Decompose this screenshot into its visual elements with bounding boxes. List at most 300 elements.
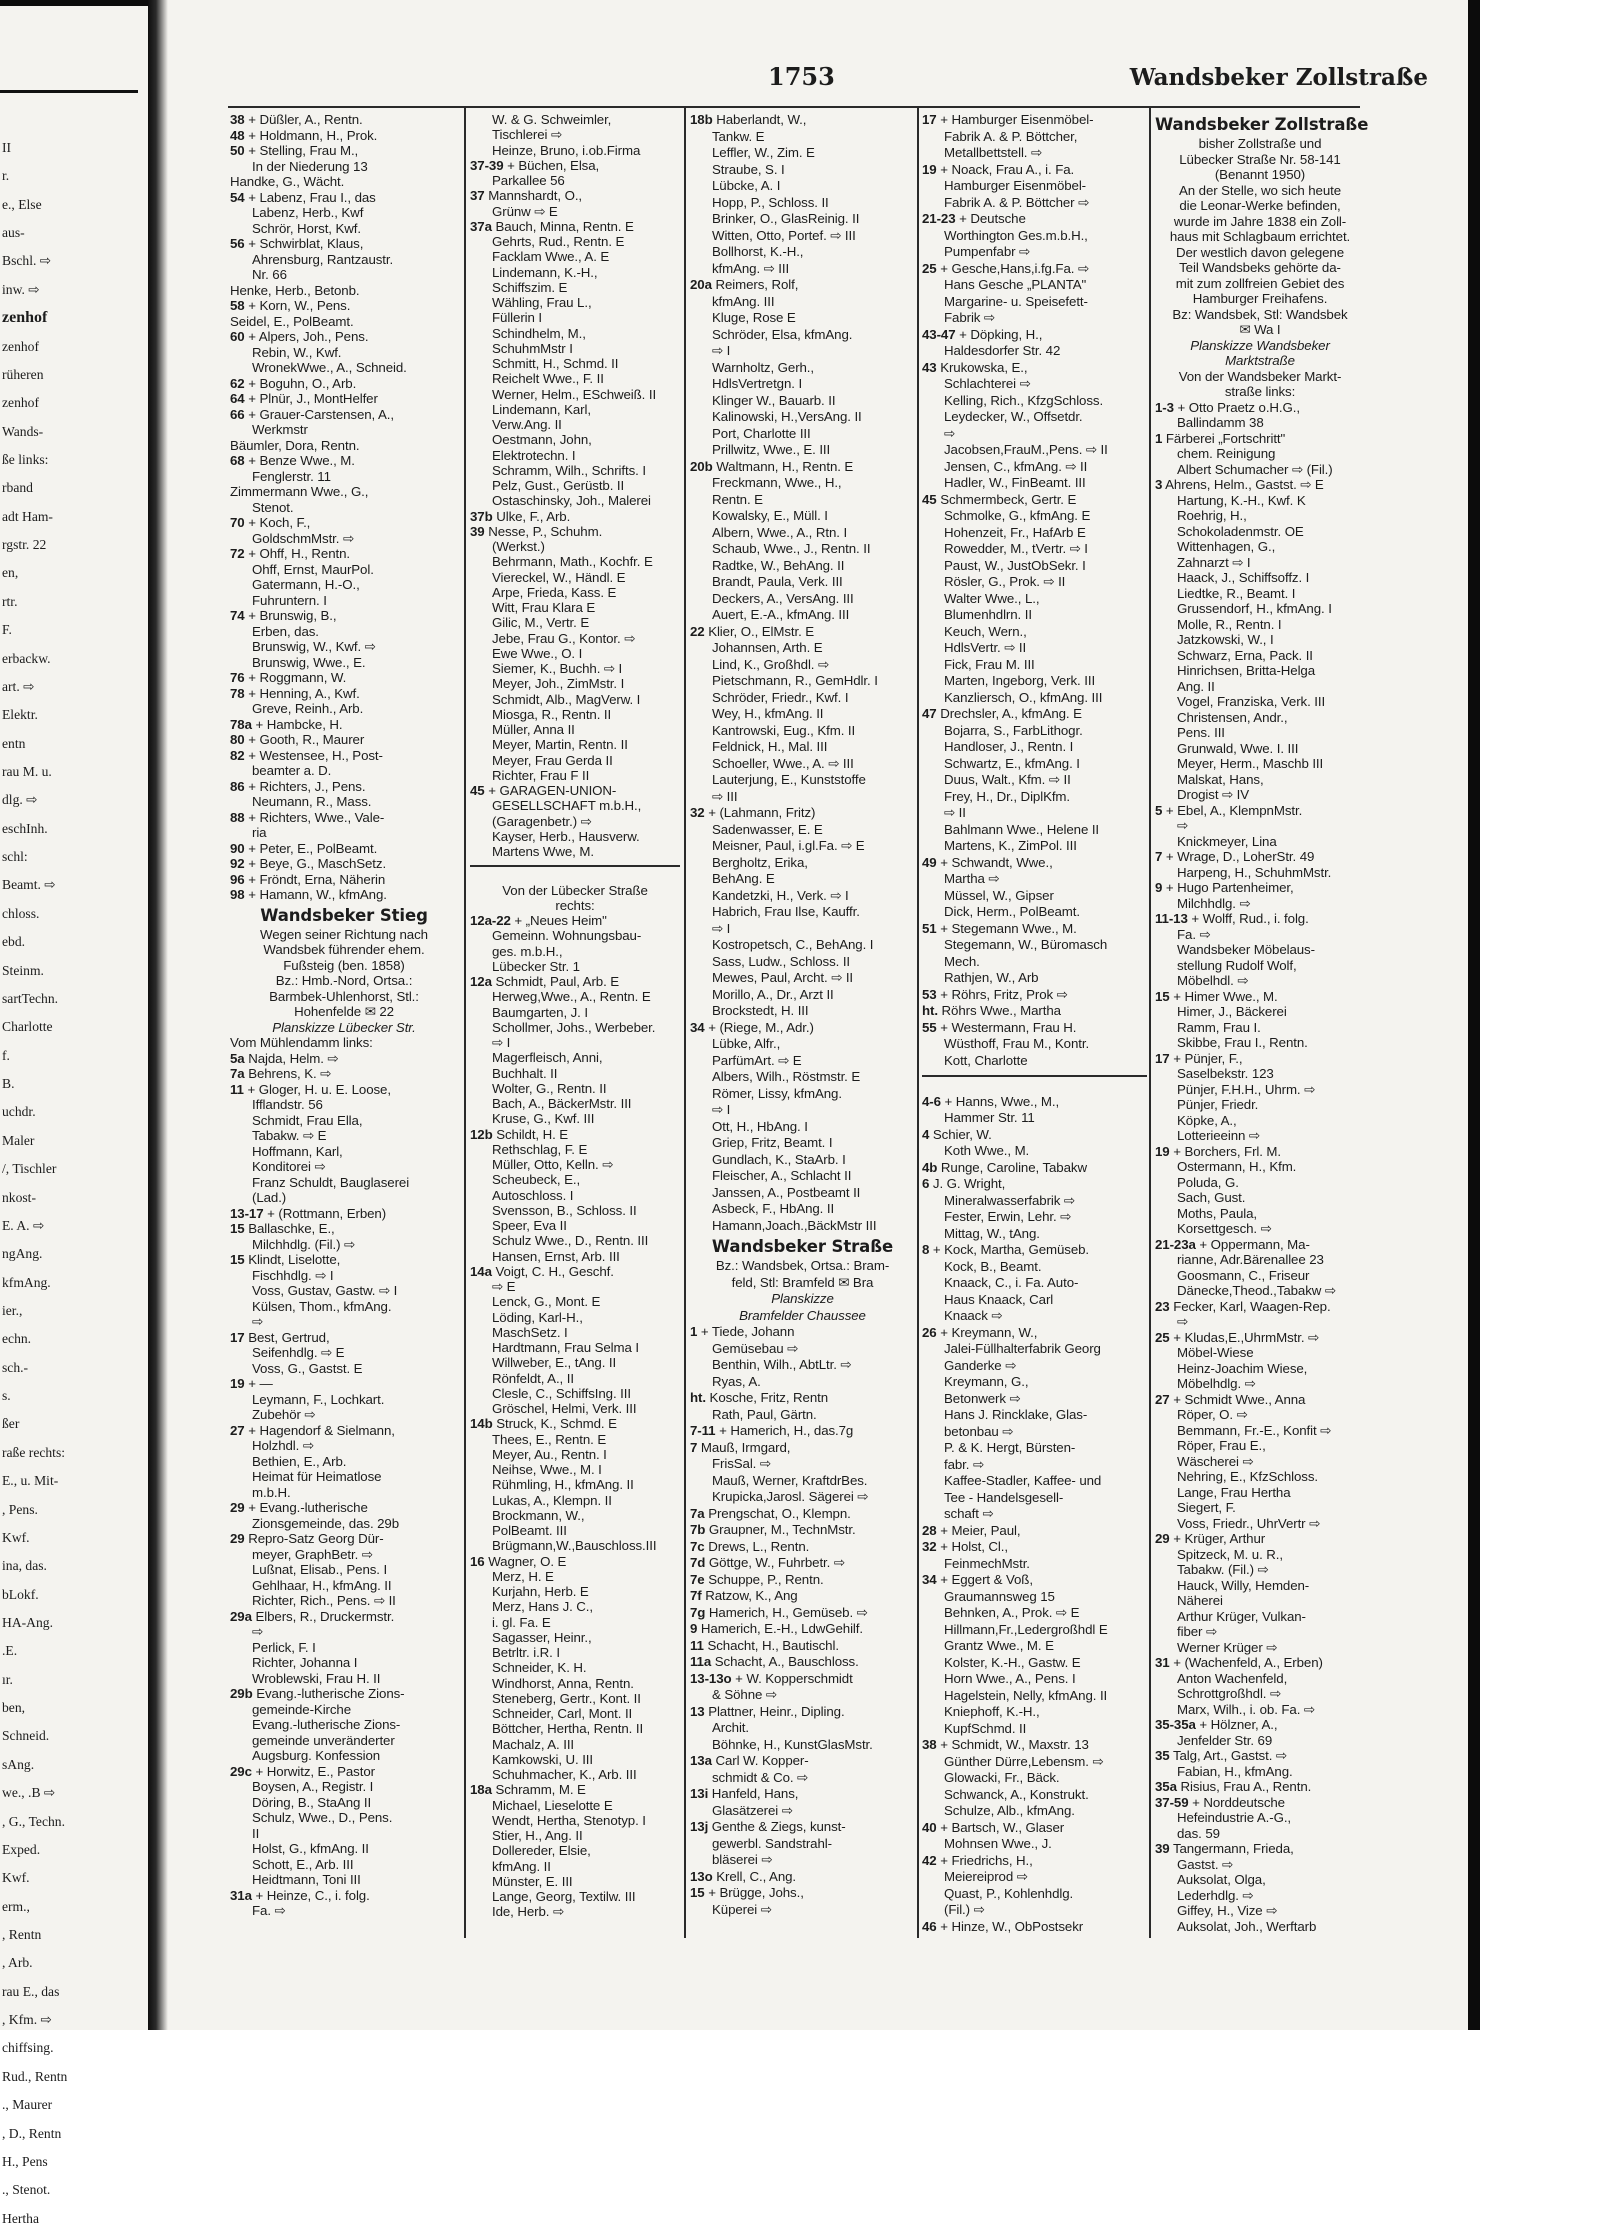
- entry-continuation: Schramm, Wilh., Schrifts. I: [492, 462, 646, 478]
- entry-continuation: Bojarra, S., FarbLithogr.: [944, 722, 1083, 738]
- left-fragment-line: E. A. ⇨: [2, 1217, 45, 1233]
- entry-continuation: Mech.: [944, 953, 980, 969]
- directory-entry: 14b Struck, K., Schmd. E: [470, 1416, 617, 1432]
- entry-continuation: Dollereder, Elsie,: [492, 1843, 591, 1859]
- entry-continuation: Wey, H., kfmAng. II: [712, 706, 824, 721]
- entry-continuation: ⇨: [944, 425, 956, 441]
- entry-continuation: ParfümArt. ⇨ E: [712, 1052, 802, 1068]
- entry-continuation: Walter Wwe., L.,: [944, 590, 1040, 606]
- left-fragment-line: rau E., das: [2, 1983, 60, 1999]
- left-fragment-line: aus-: [2, 225, 25, 241]
- directory-entry: 7e Schuppe, P., Rentn.: [690, 1571, 824, 1587]
- entry-continuation: Marx, Wilh., i. ob. Fa. ⇨: [1177, 1701, 1315, 1717]
- entry-continuation: Nehring, E., KfzSchloss.: [1177, 1469, 1318, 1484]
- directory-entry: 20b Waltmann, H., Rentn. E: [690, 458, 854, 474]
- entry-continuation: Herweg,Wwe., A., Rentn. E: [492, 989, 651, 1005]
- entry-continuation: Moths, Paula,: [1177, 1205, 1258, 1221]
- entry-continuation: Rösler, G., Prok. ⇨ II: [944, 574, 1066, 589]
- entry-continuation: Lübke, Alfr.,: [712, 1036, 781, 1051]
- entry-continuation: ⇨ III: [712, 788, 738, 804]
- entry-continuation: Richter, Johanna I: [252, 1655, 358, 1670]
- page-header: [168, 58, 1428, 102]
- entry-continuation: Parkallee 56: [492, 173, 565, 188]
- left-fragment-line: entn: [2, 735, 26, 751]
- entry-continuation: Haldesdorfer Str. 42: [944, 343, 1061, 358]
- entry-continuation: Heidtmann, Toni III: [252, 1872, 361, 1887]
- entry-continuation: kfmAng. III: [712, 293, 775, 309]
- directory-entry: 58 + Korn, W., Pens.: [230, 298, 351, 313]
- directory-entry: 23 Fecker, Karl, Waagen-Rep.: [1155, 1298, 1331, 1314]
- entry-continuation: Feldnick, H., Mal. III: [712, 739, 828, 754]
- entry-continuation: Schaub, Wwe., J., Rentn. II: [712, 541, 871, 556]
- street-note: ✉ Wa I: [1239, 322, 1281, 337]
- directory-entry: 16 Wagner, O. E: [470, 1553, 567, 1569]
- entry-continuation: Stegemann, W., Büromasch: [944, 937, 1108, 952]
- directory-entry: 27 + Hagendorf & Sielmann,: [230, 1422, 395, 1438]
- entry-continuation: Michael, Lieselotte E: [492, 1797, 613, 1813]
- entry-continuation: Meyer, Herm., Maschb III: [1177, 756, 1324, 771]
- left-fragment-line: rüheren: [2, 366, 44, 382]
- entry-continuation: Lindemann, Karl,: [492, 401, 591, 417]
- left-fragment-line: , G., Techn.: [2, 1813, 65, 1829]
- entry-continuation: Sagasser, Heinr.,: [492, 1629, 592, 1645]
- left-fragment-line: zenhof: [2, 338, 39, 354]
- entry-continuation: KupfSchmd. II: [944, 1720, 1027, 1736]
- entry-continuation: Wüsthoff, Frau M., Kontr.: [944, 1036, 1090, 1051]
- entry-continuation: Röper, Frau E.,: [1177, 1438, 1266, 1453]
- directory-entry: Henke, Herb., Betonb.: [230, 282, 360, 298]
- entry-continuation: Arpe, Frieda, Kass. E: [492, 584, 617, 600]
- left-fragment-line: en,: [2, 565, 19, 581]
- directory-entry: 38 + Düßler, A., Rentn.: [230, 112, 363, 127]
- street-note: Hohenfelde ✉ 22: [294, 1004, 394, 1019]
- entry-continuation: Tischlerei ⇨: [492, 127, 563, 143]
- directory-entry: 34 + Eggert & Voß,: [922, 1572, 1033, 1587]
- left-fragment-line: Bschl. ⇨: [2, 253, 52, 269]
- entry-continuation: m.b.H.: [252, 1484, 291, 1500]
- entry-continuation: Reichelt Wwe., F. II: [492, 371, 604, 387]
- entry-continuation: Böttcher, Hertha, Rentn. II: [492, 1721, 644, 1737]
- entry-continuation: Merz, H. E: [492, 1568, 554, 1584]
- directory-entry: 29 Repro-Satz Georg Dür-: [230, 1531, 384, 1546]
- left-fragment-line: art. ⇨: [2, 678, 35, 694]
- entry-continuation: Molle, R., Rentn. I: [1177, 616, 1282, 632]
- entry-continuation: Möbelhdlg. ⇨: [1177, 1376, 1256, 1391]
- entry-continuation: Anton Wachenfeld,: [1177, 1670, 1288, 1686]
- entry-continuation: Heinze, Bruno, i.ob.Firma: [492, 142, 641, 158]
- directory-entry: 32 + Holst, Cl.,: [922, 1539, 1008, 1554]
- entry-continuation: ⇨ I: [712, 1102, 731, 1117]
- entry-continuation: II: [252, 1825, 260, 1841]
- left-fragment-line: ., Stenot.: [2, 2182, 51, 2198]
- entry-continuation: Siegert, F.: [1177, 1500, 1236, 1515]
- directory-entry: 29a Elbers, R., Druckermstr.: [230, 1608, 395, 1624]
- entry-continuation: Drogist ⇨ IV: [1177, 787, 1250, 802]
- directory-entry: 11 Schacht, H., Bautischl.: [690, 1637, 839, 1653]
- directory-entry: 18b Haberlandt, W.,: [690, 112, 807, 127]
- entry-continuation: Wroblewski, Frau H. II: [252, 1670, 381, 1686]
- entry-continuation: Roehrig, H.,: [1177, 508, 1247, 523]
- entry-continuation: Kantrowski, Eug., Kfm. II: [712, 722, 856, 738]
- entry-continuation: Facklam Wwe., A. E: [492, 249, 610, 265]
- street-note: Fußsteig (ben. 1858): [283, 957, 405, 973]
- entry-continuation: Fabrik A. & P. Böttcher ⇨: [944, 194, 1090, 210]
- entry-continuation: BehAng. E: [712, 871, 775, 886]
- entry-continuation: Margarine- u. Speisefett-: [944, 293, 1088, 309]
- entry-continuation: Frey, H., Dr., DiplKfm.: [944, 788, 1071, 804]
- entry-continuation: Duus, Walt., Kfm. ⇨ II: [944, 772, 1071, 787]
- directory-entry: 3 Ahrens, Helm., Gastst. ⇨ E: [1155, 477, 1324, 492]
- entry-continuation: Fabrik ⇨: [944, 310, 995, 325]
- left-fragment-line: erbackw.: [2, 650, 51, 666]
- entry-continuation: Döring, B., StaAng II: [252, 1794, 372, 1810]
- entry-continuation: Pünjer, Friedr.: [1177, 1097, 1259, 1112]
- entry-continuation: Füllerin I: [492, 310, 542, 326]
- entry-continuation: Verw.Ang. II: [492, 417, 562, 432]
- entry-continuation: Behrmann, Math., Kochfr. E: [492, 554, 653, 570]
- entry-continuation: Gundlach, K., StaArb. I: [712, 1151, 846, 1167]
- entry-continuation: Ahrensburg, Rantzaustr.: [252, 251, 394, 267]
- entry-continuation: Jatzkowski, W., I: [1177, 632, 1274, 647]
- entry-continuation: Leydecker, W., Offsetdr.: [944, 409, 1083, 424]
- directory-entry: 32 + (Lahmann, Fritz): [690, 805, 816, 820]
- entry-continuation: Schmidt, Alb., MagVerw. I: [492, 691, 641, 707]
- left-fragment-line: , D., Rentn: [2, 2125, 62, 2141]
- entry-continuation: Meyer, Au., Rentn. I: [492, 1446, 607, 1462]
- entry-continuation: Rowedder, M., tVertr. ⇨ I: [944, 541, 1088, 556]
- entry-continuation: Haus Knaack, Carl: [944, 1291, 1054, 1307]
- left-fragment-line: s.: [2, 1388, 11, 1404]
- entry-continuation: Schwanck, A., Konstrukt.: [944, 1786, 1089, 1802]
- entry-continuation: Jebe, Frau G., Kontor. ⇨: [492, 630, 636, 646]
- directory-entry: 37b Ulke, F., Arb.: [470, 508, 571, 524]
- book-gutter: [148, 0, 168, 2030]
- entry-continuation: Franz Schuldt, Bauglaserei: [252, 1174, 410, 1190]
- left-fragment-line: dlg. ⇨: [2, 792, 38, 808]
- left-fragment-line: B.: [2, 1076, 15, 1092]
- street-note: straße links:: [1224, 384, 1296, 399]
- entry-continuation: Koth Wwe., M.: [944, 1143, 1030, 1158]
- left-fragment-line: rgstr. 22: [2, 537, 47, 553]
- entry-continuation: Klinger W., Bauarb. II: [712, 392, 836, 408]
- entry-continuation: Port, Charlotte III: [712, 425, 811, 441]
- street-note: wurde im Jahre 1838 ein Zoll-: [1173, 213, 1347, 229]
- scan-edge-top: [0, 0, 168, 6]
- entry-continuation: Brunswig, Wwe., E.: [252, 654, 366, 670]
- left-fragment-line: Schneid.: [2, 1728, 50, 1744]
- directory-entry: 31 + (Wachenfeld, A., Erben): [1155, 1655, 1323, 1670]
- entry-continuation: Windhorst, Anna, Rentn.: [492, 1675, 634, 1691]
- entry-continuation: Fa. ⇨: [252, 1903, 286, 1918]
- left-page-rule: [0, 90, 138, 93]
- entry-continuation: Nr. 66: [252, 267, 287, 282]
- entry-continuation: Machalz, A. III: [492, 1736, 575, 1752]
- directory-entry: 26 + Kreymann, W.,: [922, 1324, 1038, 1340]
- directory-entry: Vom Mühlendamm links:: [230, 1035, 373, 1050]
- left-fragment-line: sartTechn.: [2, 990, 59, 1006]
- entry-continuation: Konditorei ⇨: [252, 1159, 326, 1174]
- directory-entry: 21-23a + Oppermann, Ma-: [1155, 1236, 1310, 1252]
- entry-continuation: Hauck, Willy, Hemden-: [1177, 1577, 1310, 1593]
- entry-continuation: Gehrts, Rud., Rentn. E: [492, 234, 625, 249]
- entry-continuation: Lange, Frau Hertha: [1177, 1484, 1291, 1500]
- entry-continuation: Kolster, K.-H., Gastw. E: [944, 1654, 1081, 1670]
- entry-continuation: Fleischer, A., Schlacht II: [712, 1168, 852, 1183]
- left-fragment-line: ina, das.: [2, 1558, 47, 1574]
- entry-continuation: Betrltr. i.R. I: [492, 1645, 560, 1660]
- left-fragment-line: ır.: [2, 1671, 13, 1687]
- entry-continuation: Kelling, Rich., KfzgSchloss.: [944, 392, 1104, 408]
- entry-continuation: Kalinowski, H.,VersAng. II: [712, 409, 862, 424]
- directory-entry: 9 Hamerich, E.-H., LdwGehilf.: [690, 1621, 863, 1636]
- directory-entry: 37-59 + Norddeutsche: [1155, 1794, 1285, 1810]
- entry-continuation: Schmolke, G., kfmAng. E: [944, 508, 1091, 523]
- entry-continuation: das. 59: [1177, 1825, 1220, 1841]
- left-fragment-line: echn.: [2, 1331, 32, 1347]
- directory-entry: 7 + Wrage, D., LoherStr. 49: [1155, 849, 1315, 864]
- directory-entry: Handke, G., Wächt.: [230, 174, 345, 189]
- entry-continuation: Zubehör ⇨: [252, 1407, 316, 1422]
- street-note: (Benannt 1950): [1214, 167, 1306, 182]
- directory-entry: 90 + Peter, E., PolBeamt.: [230, 840, 378, 856]
- entry-continuation: Korsettgesch. ⇨: [1177, 1221, 1272, 1236]
- directory-entry: 46 + Hinze, W., ObPostsekr: [922, 1918, 1084, 1934]
- directory-entry: 42 + Friedrichs, H.,: [922, 1852, 1033, 1868]
- directory-entry: 18a Schramm, M. E: [470, 1782, 586, 1798]
- left-fragment-line: Elektr.: [2, 707, 38, 723]
- directory-entry: 47 Drechsler, A., kfmAng. E: [922, 706, 1082, 721]
- entry-continuation: Grussendorf, H., kfmAng. I: [1177, 601, 1332, 616]
- entry-continuation: PolBeamt. III: [492, 1523, 567, 1538]
- entry-continuation: Greve, Reinh., Arb.: [252, 701, 364, 716]
- entry-continuation: Mohnsen Wwe., J.: [944, 1836, 1052, 1851]
- entry-continuation: Haack, J., Schiffsoffz. I: [1177, 570, 1310, 585]
- entry-continuation: Gemüsebau ⇨: [712, 1340, 799, 1356]
- entry-continuation: Gröschel, Helmi, Verk. III: [492, 1401, 637, 1416]
- entry-continuation: Lindemann, K.-H.,: [492, 264, 598, 280]
- street-note: mit zum zollfreien Gebiet des: [1175, 275, 1345, 291]
- left-fragment-line: sch.-: [2, 1359, 29, 1375]
- entry-continuation: Prillwitz, Wwe., E. III: [712, 442, 831, 457]
- left-fragment-line: Kwf.: [2, 1870, 30, 1886]
- entry-continuation: Meiereiprod ⇨: [944, 1869, 1028, 1884]
- entry-continuation: i. gl. Fa. E: [492, 1614, 551, 1630]
- entry-continuation: kfmAng. II: [492, 1858, 551, 1874]
- left-fragment-line: , Rentn: [2, 1926, 42, 1942]
- directory-entry: 37-39 + Büchen, Elsa,: [470, 157, 600, 173]
- running-head: Wandsbeker Zollstraße: [1129, 64, 1428, 91]
- entry-continuation: Elektrotechn. I: [492, 447, 576, 463]
- entry-continuation: Voss, Friedr., UhrVertr ⇨: [1177, 1515, 1321, 1531]
- entry-continuation: Kandetzki, H., Verk. ⇨ I: [712, 887, 849, 903]
- left-fragment-line: ngAng.: [2, 1246, 43, 1262]
- entry-continuation: Rathjen, W., Arb: [944, 970, 1039, 985]
- entry-continuation: Lind, K., Großhdl. ⇨: [712, 656, 830, 672]
- directory-entry: 34 + (Riege, M., Adr.): [690, 1019, 814, 1035]
- entry-continuation: gemeinde-Kirche: [252, 1701, 352, 1717]
- entry-continuation: Kreymann, G.,: [944, 1374, 1029, 1389]
- entry-continuation: Liedtke, R., Beamt. I: [1177, 585, 1296, 601]
- entry-continuation: Poluda, G.: [1177, 1174, 1239, 1190]
- left-fragment-line: ße links:: [2, 452, 49, 467]
- column-divider-2: [684, 108, 686, 1938]
- street-note: Teil Wandsbeks gehörte da-: [1179, 260, 1341, 275]
- entry-continuation: Seifenhdlg. ⇨ E: [252, 1345, 345, 1360]
- entry-continuation: Hamann,Joach.,BäckMstr III: [712, 1217, 877, 1233]
- entry-continuation: Boysen, A., Registr. I: [252, 1779, 374, 1794]
- entry-continuation: Richter, Rich., Pens. ⇨ II: [252, 1593, 396, 1608]
- entry-continuation: Hohenzeit, Fr., HafArb E: [944, 524, 1086, 540]
- directory-entry: 62 + Boguhn, O., Arb.: [230, 375, 357, 391]
- entry-continuation: Fabian, H., kfmAng.: [1177, 1763, 1293, 1779]
- entry-continuation: Ide, Herb. ⇨: [492, 1904, 565, 1920]
- left-fragment-line: Kwf.: [2, 1529, 30, 1545]
- entry-continuation: Zahnarzt ⇨ I: [1177, 554, 1251, 570]
- entry-continuation: Fick, Frau M. III: [944, 656, 1035, 672]
- entry-continuation: Bollhorst, K.-H.,: [712, 244, 804, 259]
- street-note: die Leonar-Werke befinden,: [1179, 198, 1341, 213]
- entry-continuation: Schulz Wwe., D., Rentn. III: [492, 1233, 649, 1249]
- directory-entry: 12a-22 + „Neues Heim": [470, 913, 607, 928]
- entry-continuation: Erben, das.: [252, 623, 319, 639]
- street-note: An der Stelle, wo sich heute: [1178, 182, 1342, 198]
- directory-column-4: [922, 112, 1147, 1942]
- entry-continuation: stellung Rudolf Wolf,: [1177, 957, 1297, 973]
- left-fragment-line: schl:: [2, 849, 28, 865]
- directory-entry: 1-3 + Otto Praetz o.H.G.,: [1155, 399, 1300, 415]
- directory-entry: 43 Krukowska, E.,: [922, 359, 1028, 375]
- entry-continuation: Grantz Wwe., M. E: [944, 1638, 1054, 1653]
- entry-continuation: Näherei: [1177, 1593, 1223, 1608]
- entry-continuation: Spitzeck, M. u. R.,: [1177, 1546, 1283, 1562]
- entry-continuation: Lauterjung, E., Kunststoffe: [712, 772, 866, 787]
- directory-entry: 29b Evang.-lutherische Zions-: [230, 1686, 405, 1701]
- entry-continuation: Stier, H., Ang. II: [492, 1828, 583, 1843]
- entry-continuation: Perlick, F. I: [252, 1639, 316, 1655]
- left-fragment-line: erm.,: [2, 1898, 30, 1914]
- entry-continuation: Schulze, Alb., kfmAng.: [944, 1803, 1075, 1818]
- entry-continuation: Sass, Ludw., Schloss. II: [712, 953, 851, 969]
- entry-continuation: Gehlhaar, H., kfmAng. II: [252, 1577, 392, 1593]
- left-fragment-line: H., Pens: [2, 2153, 48, 2169]
- entry-continuation: Münster, E. III: [492, 1873, 573, 1889]
- entry-continuation: ⇨: [1177, 1314, 1189, 1329]
- left-fragment-line: eschInh.: [2, 820, 48, 836]
- entry-continuation: Bach, A., BäckerMstr. III: [492, 1096, 632, 1111]
- entry-continuation: P. & K. Hergt, Bürsten-: [944, 1440, 1076, 1455]
- street-note: Bz: Wandsbek, Stl: Wandsbek: [1172, 306, 1348, 322]
- directory-entry: 37 Mannshardt, O.,: [470, 188, 583, 204]
- entry-continuation: Auksolat, Olga,: [1177, 1872, 1266, 1887]
- entry-continuation: Holzhdl. ⇨: [252, 1438, 314, 1453]
- entry-continuation: Krupicka,Jarosl. Sägerei ⇨: [712, 1489, 869, 1504]
- entry-continuation: Wäscherei ⇨: [1177, 1453, 1254, 1469]
- entry-continuation: Kniephoff, K.-H.,: [944, 1704, 1040, 1719]
- street-note: Wegen seiner Richtung nach: [260, 926, 428, 942]
- entry-continuation: Labenz, Herb., Kwf: [252, 205, 364, 220]
- entry-continuation: Schiffszim. E: [492, 279, 568, 295]
- left-fragment-line: uchdr.: [2, 1104, 36, 1120]
- left-fragment-line: F.: [2, 622, 12, 638]
- street-note: Lübecker Straße Nr. 58-141: [1179, 151, 1341, 167]
- entry-continuation: Ifflandstr. 56: [252, 1097, 323, 1112]
- directory-entry: 19 + —: [230, 1376, 273, 1391]
- entry-continuation: Brockstedt, H. III: [712, 1003, 809, 1018]
- directory-entry: 15 Ballaschke, E.,: [230, 1221, 335, 1236]
- entry-continuation: fiber ⇨: [1177, 1624, 1218, 1639]
- directory-entry: 7d Göttge, W., Fuhrbetr. ⇨: [690, 1555, 845, 1570]
- entry-continuation: Kurjahn, Herb. E: [492, 1584, 589, 1599]
- entry-continuation: Harpeng, H., SchuhmMstr.: [1177, 864, 1332, 880]
- left-fragment-line: kfmAng.: [2, 1274, 51, 1290]
- entry-continuation: ⇨ I: [712, 920, 731, 936]
- section-divider: [922, 1075, 1147, 1094]
- directory-entry: 50 + Stelling, Frau M.,: [230, 143, 359, 158]
- entry-continuation: chem. Reinigung: [1177, 446, 1276, 461]
- entry-continuation: ⇨ E: [492, 1279, 516, 1294]
- entry-continuation: Tabakw. (Fil.) ⇨: [1177, 1562, 1269, 1577]
- entry-continuation: MaschSetz. I: [492, 1324, 568, 1340]
- directory-entry: 35a Risius, Frau A., Rentn.: [1155, 1779, 1312, 1794]
- left-fragment-line: rtr.: [2, 593, 18, 609]
- entry-continuation: Tankw. E: [712, 128, 765, 144]
- left-fragment-line: f.: [2, 1047, 10, 1063]
- entry-continuation: gemeinde unveränderter: [252, 1732, 395, 1748]
- left-fragment-line: , Pens.: [2, 1501, 38, 1517]
- directory-entry: 11-13 + Wolff, Rud., i. folg.: [1155, 911, 1309, 926]
- entry-continuation: Schindhelm, M.,: [492, 325, 586, 341]
- plan-reference: Planskizze Lübecker Str.: [272, 1019, 416, 1035]
- entry-continuation: Hamburger Eisenmöbel-: [944, 178, 1087, 193]
- left-fragment-line: , Kfm. ⇨: [2, 2012, 52, 2028]
- entry-continuation: (Garagenbetr.) ⇨: [492, 813, 592, 829]
- entry-continuation: Marten, Ingeborg, Verk. III: [944, 673, 1096, 688]
- entry-continuation: Martens Wwe, M.: [492, 844, 594, 859]
- entry-continuation: Schneider, Carl, Mont. II: [492, 1706, 633, 1721]
- entry-continuation: (Lad.): [252, 1190, 287, 1205]
- entry-continuation: Albers, Wilh., Röstmstr. E: [712, 1069, 861, 1084]
- entry-continuation: meyer, GraphBetr. ⇨: [252, 1546, 373, 1562]
- street-note: bisher Zollstraße und: [1198, 136, 1322, 151]
- directory-entry: 37a Bauch, Minna, Rentn. E: [470, 218, 634, 234]
- directory-entry: 7 Mauß, Irmgard,: [690, 1439, 791, 1455]
- left-fragment-line: e., Else: [2, 196, 42, 212]
- directory-entry: 53 + Röhrs, Fritz, Prok ⇨: [922, 986, 1068, 1002]
- entry-continuation: Witten, Otto, Portef. ⇨ III: [712, 227, 856, 243]
- entry-continuation: Archit.: [712, 1720, 749, 1735]
- entry-continuation: rianne, Adr.Bärenallee 23: [1177, 1252, 1324, 1267]
- page-number: 1753: [768, 62, 835, 91]
- left-fragment-line: ßer: [2, 1416, 20, 1432]
- entry-continuation: Werkmstr: [252, 422, 308, 437]
- left-fragment-line: chiffsing.: [2, 2040, 54, 2056]
- entry-continuation: Bahlmann Wwe., Helene II: [944, 821, 1100, 837]
- header-rule: [228, 106, 1360, 108]
- entry-continuation: Müller, Otto, Kelln. ⇨: [492, 1157, 614, 1172]
- entry-continuation: Straube, S. I: [712, 161, 785, 177]
- entry-continuation: Paust, W., JustObSekr. I: [944, 557, 1086, 573]
- left-fragment-line: Exped.: [2, 1841, 41, 1857]
- entry-continuation: Meyer, Martin, Rentn. II: [492, 737, 628, 753]
- entry-continuation: FrisSal. ⇨: [712, 1456, 771, 1471]
- directory-entry: ht. Röhrs Wwe., Martha: [922, 1003, 1061, 1018]
- entry-continuation: Böhnke, H., KunstGlasMstr.: [712, 1736, 873, 1752]
- entry-continuation: Külsen, Thom., kfmAng.: [252, 1298, 392, 1314]
- entry-continuation: Brockmann, W.,: [492, 1507, 585, 1523]
- street-note: Bz.: Wandsbek, Ortsa.: Bram-: [715, 1258, 890, 1273]
- directory-entry: 1 + Tiede, Johann: [690, 1324, 795, 1339]
- entry-continuation: Deckers, A., VersAng. III: [712, 590, 854, 606]
